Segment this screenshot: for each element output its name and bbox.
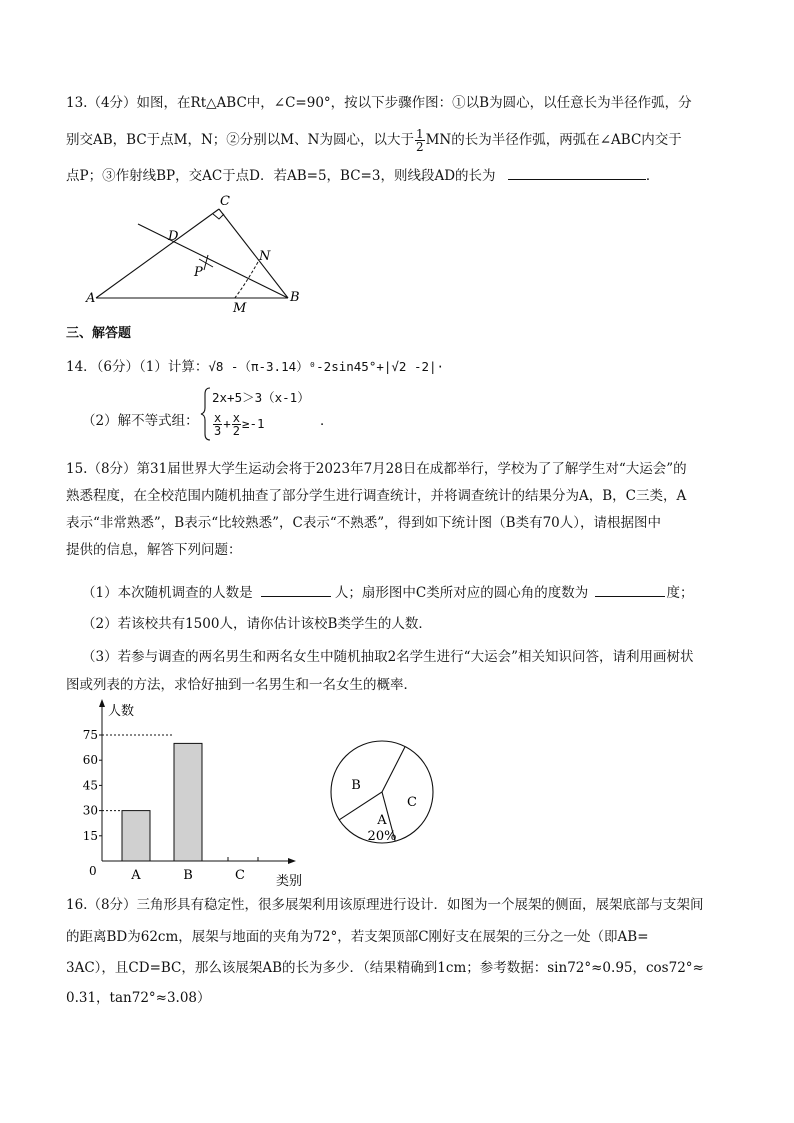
- pie-label-b: B: [351, 778, 361, 793]
- x-tick-label: C: [235, 868, 245, 883]
- label-n: N: [259, 249, 271, 264]
- arc-mn: [234, 262, 258, 299]
- x-tick-label: B: [183, 868, 193, 883]
- frac-x-2: [232, 412, 241, 437]
- q14-part-1: [66, 357, 444, 377]
- frac-x3-num: x: [214, 411, 222, 425]
- q14-end: ．: [320, 413, 334, 429]
- y-tick-label: 15: [82, 828, 98, 843]
- frac-num: 1: [415, 127, 424, 141]
- q15-line-2: 熟悉程度，在全校范围内随机抽查了部分学生进行调查统计，并将调查统计的结果分为A，B，C三类，A: [66, 488, 687, 504]
- q13-line-3-end: ．: [645, 168, 660, 184]
- y-axis-arrow-icon: [99, 699, 105, 707]
- y-tick-label: 0: [89, 864, 97, 878]
- side-bc: [219, 209, 288, 298]
- frac-den: 2: [415, 140, 424, 154]
- q15-sub-1b: 人；扇形图中C类所对应的圆心角的度数为: [334, 585, 589, 601]
- label-d: D: [168, 229, 179, 244]
- q13-line-2: [66, 128, 682, 153]
- q13-line-1: 13.（4分）如图，在Rt△ABC中，∠C=90°，按以下步骤作图：①以B为圆心，以任意长为半径作弧，分: [66, 95, 692, 111]
- q13-line-3-text: 点P；③作射线BP，交AC于点D．若AB=5，BC=3，则线段AD的长为: [66, 168, 496, 184]
- frac-x2-den: 2: [232, 424, 240, 438]
- y-tick-label: 45: [82, 778, 98, 793]
- inequality-system: [200, 386, 340, 442]
- q15-line-3: 表示“非常熟悉”，B表示“比较熟悉”，C表示“不熟悉”，得到如下统计图（B类有70人），请根据图中: [66, 515, 662, 531]
- q15-sub-3b: 图或列表的方法，求恰好抽到一名男生和一名女生的概率．: [66, 677, 417, 693]
- q14-part-1-label: 14．（6分）（1）计算：: [66, 359, 209, 375]
- q15-blank-2[interactable]: [595, 582, 665, 597]
- y-tick-label: 75: [82, 728, 98, 742]
- q15-sub-1c: 度；: [666, 585, 694, 601]
- q16-line-4: 0.31，tan72°≈3.08）: [66, 990, 211, 1006]
- q13-line-3: [66, 165, 659, 186]
- y-tick-label: 60: [82, 753, 98, 768]
- q15-blank-1[interactable]: [261, 582, 331, 597]
- section-title: 三、解答题: [66, 326, 132, 341]
- frac-x2-num: x: [232, 411, 240, 425]
- y-tick-label: 30: [82, 803, 98, 818]
- fraction-half: [415, 128, 425, 153]
- label-p: P: [194, 265, 203, 280]
- pie-annotation: 20%: [367, 829, 397, 844]
- x-axis-arrow-icon: [288, 858, 296, 864]
- y-axis-label: 人数: [108, 704, 135, 719]
- label-m: M: [233, 301, 247, 315]
- q15-line-1: 15.（8分）第31届世界大学生运动会将于2023年7月28日在成都举行，学校为了了解学生对“大运会”的: [66, 461, 687, 477]
- x-axis-label: 类别: [276, 874, 303, 889]
- q15-sub-2: （2）若该校共有1500人，请你估计该校B类学生的人数．: [82, 616, 432, 632]
- ineq-2-rest: ≥-1: [242, 416, 265, 431]
- q13-triangle-figure: [80, 190, 310, 315]
- q16-line-2: 的距离BD为62cm，展架与地面的夹角为72°，若支架顶部C刚好支在展架的三分之一处（即AB=: [66, 929, 649, 945]
- bar: [174, 743, 202, 861]
- q14-part-2-label: （2）解不等式组：: [82, 413, 199, 429]
- q14-part-1-expr: √8 -（π-3.14）⁰-2sin45°+|√2 -2|·: [208, 359, 445, 374]
- side-ac: [96, 209, 219, 298]
- q15-sub-1a: （1）本次随机调查的人数是: [82, 585, 253, 601]
- pie-label-a: A: [377, 813, 387, 828]
- label-b: B: [290, 290, 300, 305]
- q13-line-2b: MN的长为半径作弧，两弧在∠ABC内交于: [425, 132, 682, 148]
- label-c: C: [220, 194, 230, 209]
- pie-label-c: C: [407, 795, 417, 810]
- inequality-1: 2x+5＞3（x-1）: [212, 390, 310, 405]
- frac-x3-den: 3: [214, 424, 222, 438]
- q15-sub-1: [82, 582, 694, 603]
- x-tick-label: A: [131, 868, 141, 883]
- q16-line-1: 16.（8分）三角形具有稳定性，很多展架利用该原理进行设计．如图为一个展架的侧面，展架底部与支架间: [66, 897, 704, 913]
- q15-sub-3a: （3）若参与调查的两名男生和两名女生中随机抽取2名学生进行“大运会”相关知识问答，请利用画树状: [82, 649, 694, 665]
- pie-chart: [325, 735, 445, 855]
- q15-line-4: 提供的信息，解答下列问题：: [66, 542, 242, 558]
- right-angle-mark: [213, 214, 224, 219]
- bar: [122, 811, 150, 861]
- frac-x-3: [213, 412, 222, 437]
- q13-line-2a: 别交AB，BC于点M，N；②分别以M、N为圆心，以大于: [66, 132, 414, 148]
- left-brace-icon: [200, 386, 212, 442]
- q16-line-3: 3AC），且CD=BC，那么该展架AB的长为多少．（结果精确到1cm；参考数据：sin72°≈0.95，cos72°≈: [66, 960, 704, 976]
- label-a: A: [86, 291, 96, 306]
- q13-answer-blank[interactable]: [508, 165, 646, 180]
- inequality-2: $\frac{x}{3}$ + $\frac{x}{2}$ ≥-1: [214, 411, 265, 438]
- bar-chart: [70, 695, 315, 890]
